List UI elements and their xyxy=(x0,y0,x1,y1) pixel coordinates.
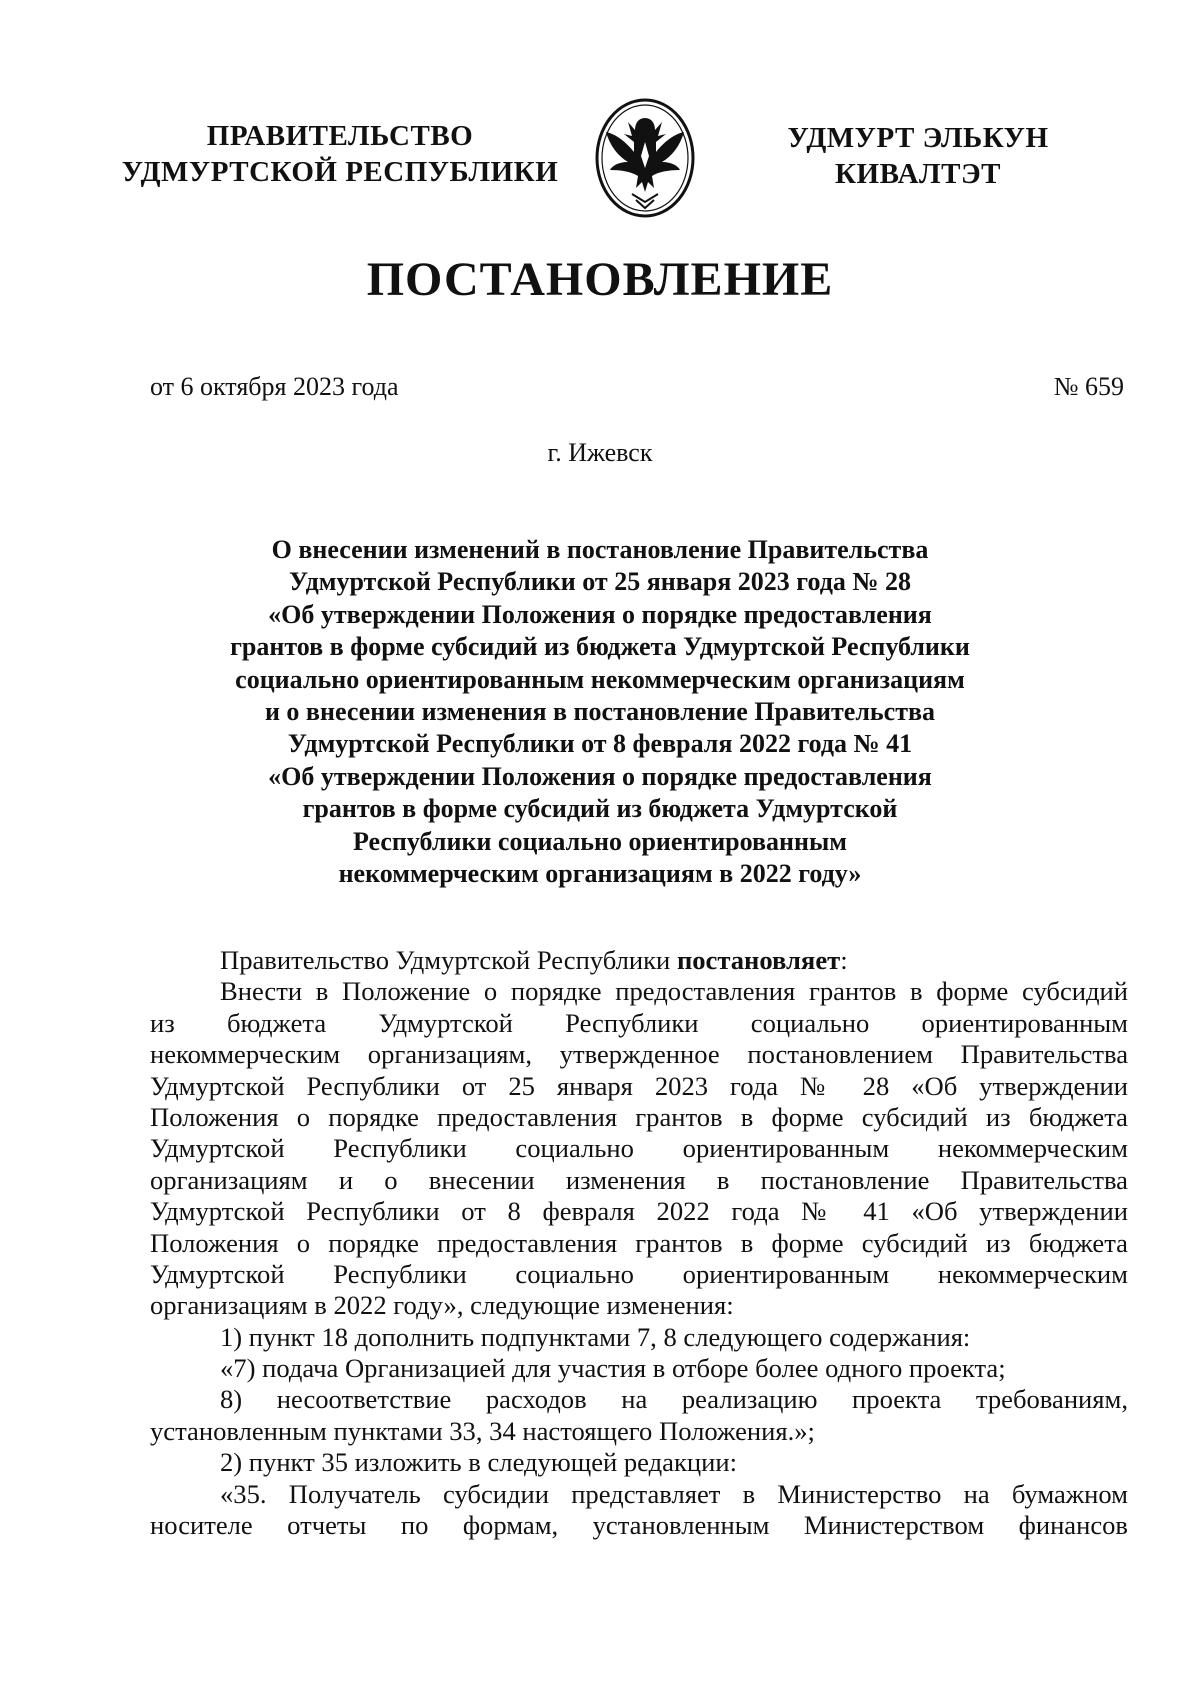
body-line: носителе отчеты по формам, установленным Министерством финансов xyxy=(150,1510,1128,1541)
body-line: из бюджета Удмуртской Республики социально ориентированным xyxy=(150,1007,1128,1038)
title-line: О внесении изменений в постановление Правительства xyxy=(271,535,929,564)
title-line: грантов в форме субсидий из бюджета Удмуртской Республики xyxy=(230,632,970,662)
title-line: и о внесении изменения в постановление Правительства xyxy=(264,697,936,727)
issuer-udmurt xyxy=(768,120,1068,192)
document-title xyxy=(150,534,1050,890)
body-line: Удмуртской Республики социально ориентированным некоммерческим xyxy=(150,1258,1128,1289)
body-line: «35. Получатель субсидии представляет в Министерство на бумажном xyxy=(220,1478,1128,1509)
body-line: организациям и о внесении изменения в постановление Правительства xyxy=(150,1164,1128,1195)
document-city: г. Ижевск xyxy=(547,438,653,467)
body-line: некоммерческим организациям, утвержденное постановлением Правительства xyxy=(150,1039,1128,1070)
document-type: ПОСТАНОВЛЕНИЕ xyxy=(366,253,834,306)
body-line: Удмуртской Республики от 8 февраля 2022 года № 41 «Об утверждении xyxy=(150,1196,1128,1227)
title-line: «Об утверждении Положения о порядке предоставления xyxy=(268,599,932,629)
intro-verb: постановляет xyxy=(676,945,841,975)
intro-colon: : xyxy=(840,945,848,975)
issuer-russian xyxy=(120,118,560,190)
issuer-russian-line-2: УДМУРТСКОЙ РЕСПУБЛИКИ xyxy=(121,156,559,188)
body-line: Удмуртской Республики социально ориентированным некоммерческим xyxy=(150,1133,1128,1164)
body-line: 1) пункт 18 дополнить подпунктами 7, 8 следующего содержания: xyxy=(220,1321,971,1352)
body-line: установленным пунктами 33, 34 настоящего Положения.»; xyxy=(150,1415,815,1446)
body-line: Положения о порядке предоставления грантов в форме субсидий из бюджета xyxy=(150,1101,1128,1132)
title-line: «Об утверждении Положения о порядке предоставления xyxy=(268,761,932,791)
body-line: «7) подача Организацией для участия в отборе более одного проекта; xyxy=(220,1353,1006,1384)
udmurt-coat-of-arms-icon xyxy=(592,96,698,220)
title-line: некоммерческим организациям в 2022 году» xyxy=(338,859,862,889)
title-line: Удмуртской Республики от 8 февраля 2022 года № 41 xyxy=(287,729,913,759)
title-line: Удмуртской Республики от 25 января 2023 года № 28 xyxy=(289,567,911,597)
title-line: Республики социально ориентированным xyxy=(352,826,848,856)
intro-text: Правительство Удмуртской Республики xyxy=(220,945,677,975)
body-line: организациям в 2022 году», следующие изменения: xyxy=(150,1290,734,1321)
issuer-udmurt-line-1: УДМУРТ ЭЛЬКУН xyxy=(787,122,1049,154)
body-line: 8) несоответствие расходов на реализацию проекта требованиям, xyxy=(220,1384,1128,1415)
document-date: от 6 октября 2023 года xyxy=(150,372,399,401)
document-body xyxy=(150,945,1128,1541)
body-line: 2) пункт 35 изложить в следующей редакции: xyxy=(220,1447,737,1478)
issuer-udmurt-line-2: КИВАЛТЭТ xyxy=(834,158,1001,190)
body-intro-line xyxy=(150,945,1128,976)
title-line: социально ориентированным некоммерческим организациям xyxy=(235,664,965,694)
issuer-russian-line-1: ПРАВИТЕЛЬСТВО xyxy=(206,120,474,152)
body-line: Положения о порядке предоставления грантов в форме субсидий из бюджета xyxy=(150,1227,1128,1258)
body-line: Удмуртской Республики от 25 января 2023 года № 28 «Об утверждении xyxy=(150,1070,1128,1101)
title-line: грантов в форме субсидий из бюджета Удмуртской xyxy=(302,794,898,824)
body-line: Внести в Положение о порядке предоставления грантов в форме субсидий xyxy=(220,976,1128,1007)
document-number: № 659 xyxy=(1053,372,1124,401)
